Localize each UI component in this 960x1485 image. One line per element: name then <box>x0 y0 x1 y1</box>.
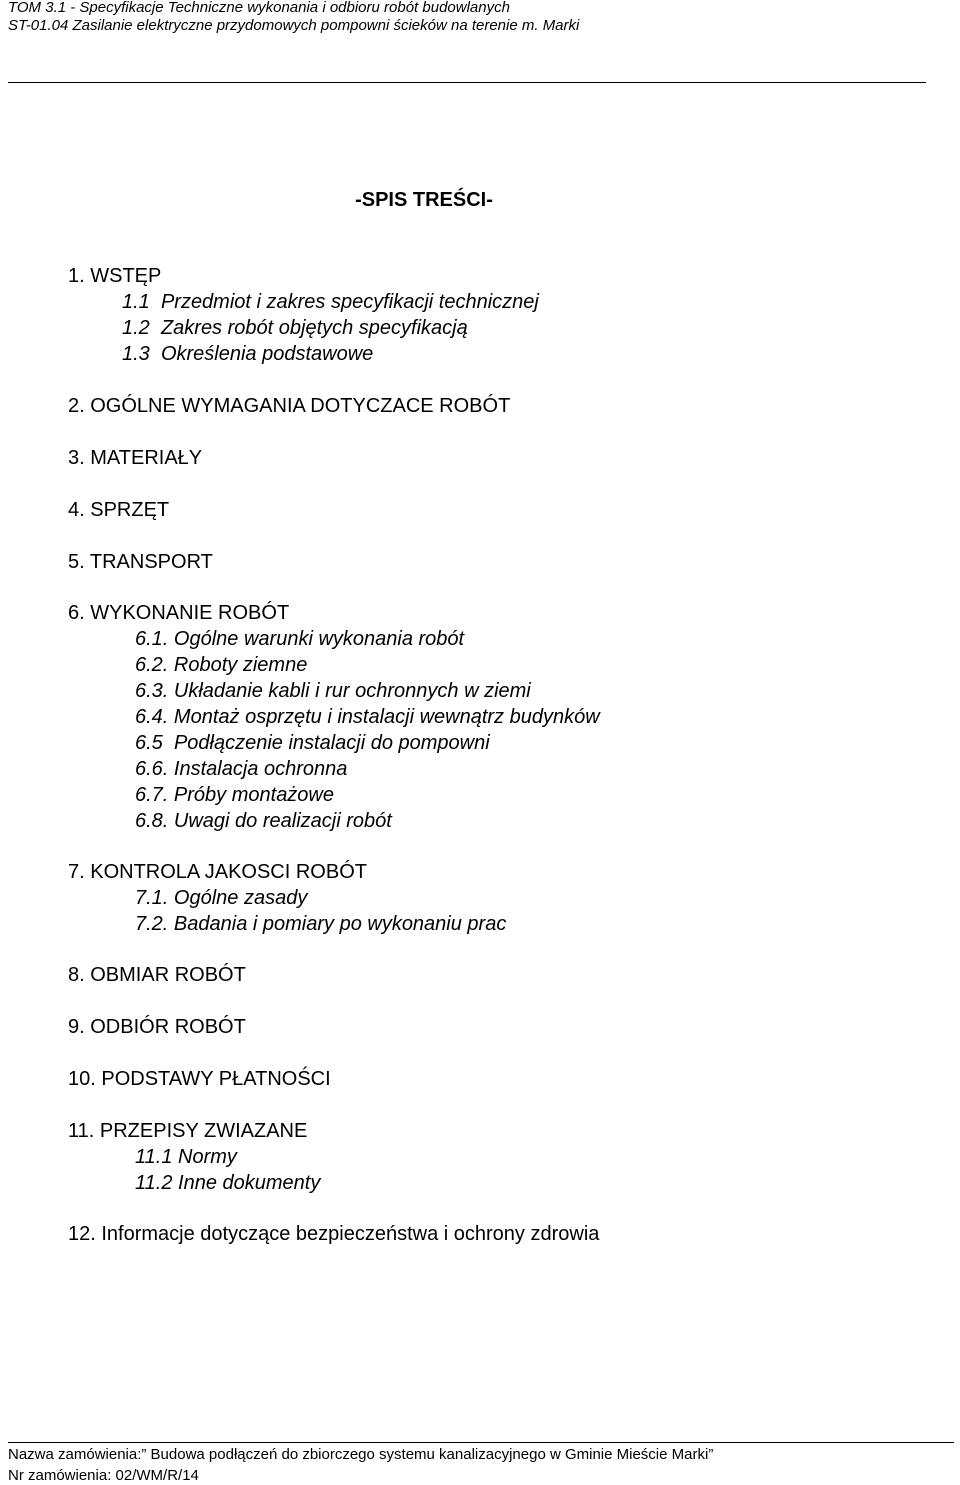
toc-entry-3 <box>68 446 202 470</box>
toc-entry-1-3 <box>122 342 373 366</box>
toc-entry-text: TRANSPORT <box>89 551 213 573</box>
toc-entry-9 <box>68 1015 246 1039</box>
toc-entry-text: SPRZĘT <box>90 499 170 521</box>
toc-entry-text: Układanie kabli i rur ochronnych w ziemi <box>173 680 531 702</box>
toc-entry-text: Podłączenie instalacji do pompowni <box>173 732 490 754</box>
toc-entry-number: 1. <box>68 265 85 287</box>
toc-entry-1-2 <box>122 316 468 340</box>
toc-entry-number: 6.2. <box>135 654 169 676</box>
toc-entry-text: OBMIAR ROBÓT <box>90 964 246 986</box>
toc-entry-2 <box>68 394 510 418</box>
toc-entry-6-4 <box>135 705 600 729</box>
toc-entry-text: Badania i pomiary po wykonaniu prac <box>173 913 507 935</box>
toc-entry-text: KONTROLA JAKOSCI ROBÓT <box>90 861 367 883</box>
toc-entry-12 <box>68 1222 599 1246</box>
toc-entry-10 <box>68 1067 331 1091</box>
toc-entry-11-2 <box>135 1171 320 1195</box>
toc-entry-7-2 <box>135 912 506 936</box>
header-spec-title: ST-01.04 Zasilanie elektryczne przydomowych pompowni ścieków na terenie m. Marki <box>8 17 580 34</box>
toc-entry-6-6 <box>135 757 347 781</box>
toc-entry-number: 11.2 <box>135 1172 173 1194</box>
toc-entry-text: Instalacja ochronna <box>173 758 348 780</box>
toc-entry-number: 4. <box>68 499 85 521</box>
toc-entry-7-1 <box>135 886 307 910</box>
toc-entry-6 <box>68 601 289 625</box>
toc-entry-text: Zakres robót objętych specyfikacją <box>160 317 468 339</box>
footer-order-name: Nazwa zamówienia:” Budowa podłączeń do zbiorczego systemu kanalizacyjnego w Gminie Mieście Marki” <box>8 1446 714 1463</box>
toc-entry-number: 6.1. <box>135 628 169 650</box>
toc-entry-text: WSTĘP <box>90 265 162 287</box>
toc-entry-number: 1.2 <box>122 317 150 339</box>
toc-entry-1 <box>68 264 161 288</box>
toc-entry-6-7 <box>135 783 334 807</box>
toc-entry-number: 8. <box>68 964 85 986</box>
toc-entry-number: 7. <box>68 861 85 883</box>
toc-entry-number: 9. <box>68 1016 85 1038</box>
toc-entry-number: 7.2. <box>135 913 169 935</box>
toc-entry-8 <box>68 963 246 987</box>
toc-entry-4 <box>68 498 169 522</box>
toc-entry-text: Roboty ziemne <box>173 654 308 676</box>
toc-entry-1-1 <box>122 290 539 314</box>
toc-entry-number: 6. <box>68 602 85 624</box>
toc-entry-text: Inne dokumenty <box>178 1172 321 1194</box>
toc-entry-text: Uwagi do realizacji robót <box>173 810 392 832</box>
toc-entry-text: Informacje dotyczące bezpieczeństwa i ochrony zdrowia <box>101 1223 600 1245</box>
toc-entry-5 <box>68 550 213 574</box>
toc-entry-number: 2. <box>68 395 85 417</box>
toc-entry-6-3 <box>135 679 531 703</box>
toc-entry-7 <box>68 860 367 884</box>
toc-entry-text: Określenia podstawowe <box>160 343 374 365</box>
toc-entry-6-8 <box>135 809 392 833</box>
toc-entry-11-1 <box>135 1145 237 1169</box>
toc-entry-text: Przedmiot i zakres specyfikacji technicznej <box>160 291 539 313</box>
toc-entry-number: 10. <box>68 1068 96 1090</box>
toc-entry-number: 7.1. <box>135 887 169 909</box>
toc-entry-11 <box>68 1119 307 1143</box>
toc-entry-text: OGÓLNE WYMAGANIA DOTYCZACE ROBÓT <box>90 395 511 417</box>
toc-entry-number: 11. <box>68 1120 95 1142</box>
toc-entry-number: 1.3 <box>122 343 150 365</box>
toc-entry-number: 6.6. <box>135 758 169 780</box>
toc-entry-number: 11.1 <box>135 1146 173 1168</box>
footer-order-number: Nr zamówienia: 02/WM/R/14 <box>8 1467 199 1484</box>
toc-entry-number: 6.3. <box>135 680 169 702</box>
toc-entry-number: 1.1 <box>122 291 150 313</box>
toc-entry-number: 6.4. <box>135 706 169 728</box>
toc-title: -SPIS TREŚCI- <box>355 189 493 211</box>
footer-divider <box>8 1442 954 1443</box>
toc-entry-text: ODBIÓR ROBÓT <box>90 1016 246 1038</box>
toc-entry-6-5 <box>135 731 490 755</box>
toc-entry-text: PRZEPISY ZWIAZANE <box>99 1120 308 1142</box>
toc-entry-text: MATERIAŁY <box>90 447 203 469</box>
toc-entry-number: 3. <box>68 447 85 469</box>
toc-entry-6-2 <box>135 653 307 677</box>
toc-entry-text: Próby montażowe <box>173 784 334 806</box>
toc-entry-text: PODSTAWY PŁATNOŚCI <box>101 1068 331 1090</box>
toc-entry-text: WYKONANIE ROBÓT <box>90 602 290 624</box>
header-volume-title: TOM 3.1 - Specyfikacje Techniczne wykonania i odbioru robót budowlanych <box>8 0 510 16</box>
toc-entry-text: Montaż osprzętu i instalacji wewnątrz budynków <box>173 706 600 728</box>
toc-entry-6-1 <box>135 627 464 651</box>
toc-entry-number: 6.8. <box>135 810 169 832</box>
toc-entry-number: 6.7. <box>135 784 169 806</box>
toc-entry-text: Ogólne zasady <box>173 887 308 909</box>
toc-entry-number: 5. <box>68 551 85 573</box>
toc-entry-text: Ogólne warunki wykonania robót <box>173 628 465 650</box>
toc-entry-text: Normy <box>178 1146 237 1168</box>
toc-entry-number: 12. <box>68 1223 96 1245</box>
header-divider <box>8 82 926 83</box>
toc-entry-number: 6.5 <box>135 732 163 754</box>
